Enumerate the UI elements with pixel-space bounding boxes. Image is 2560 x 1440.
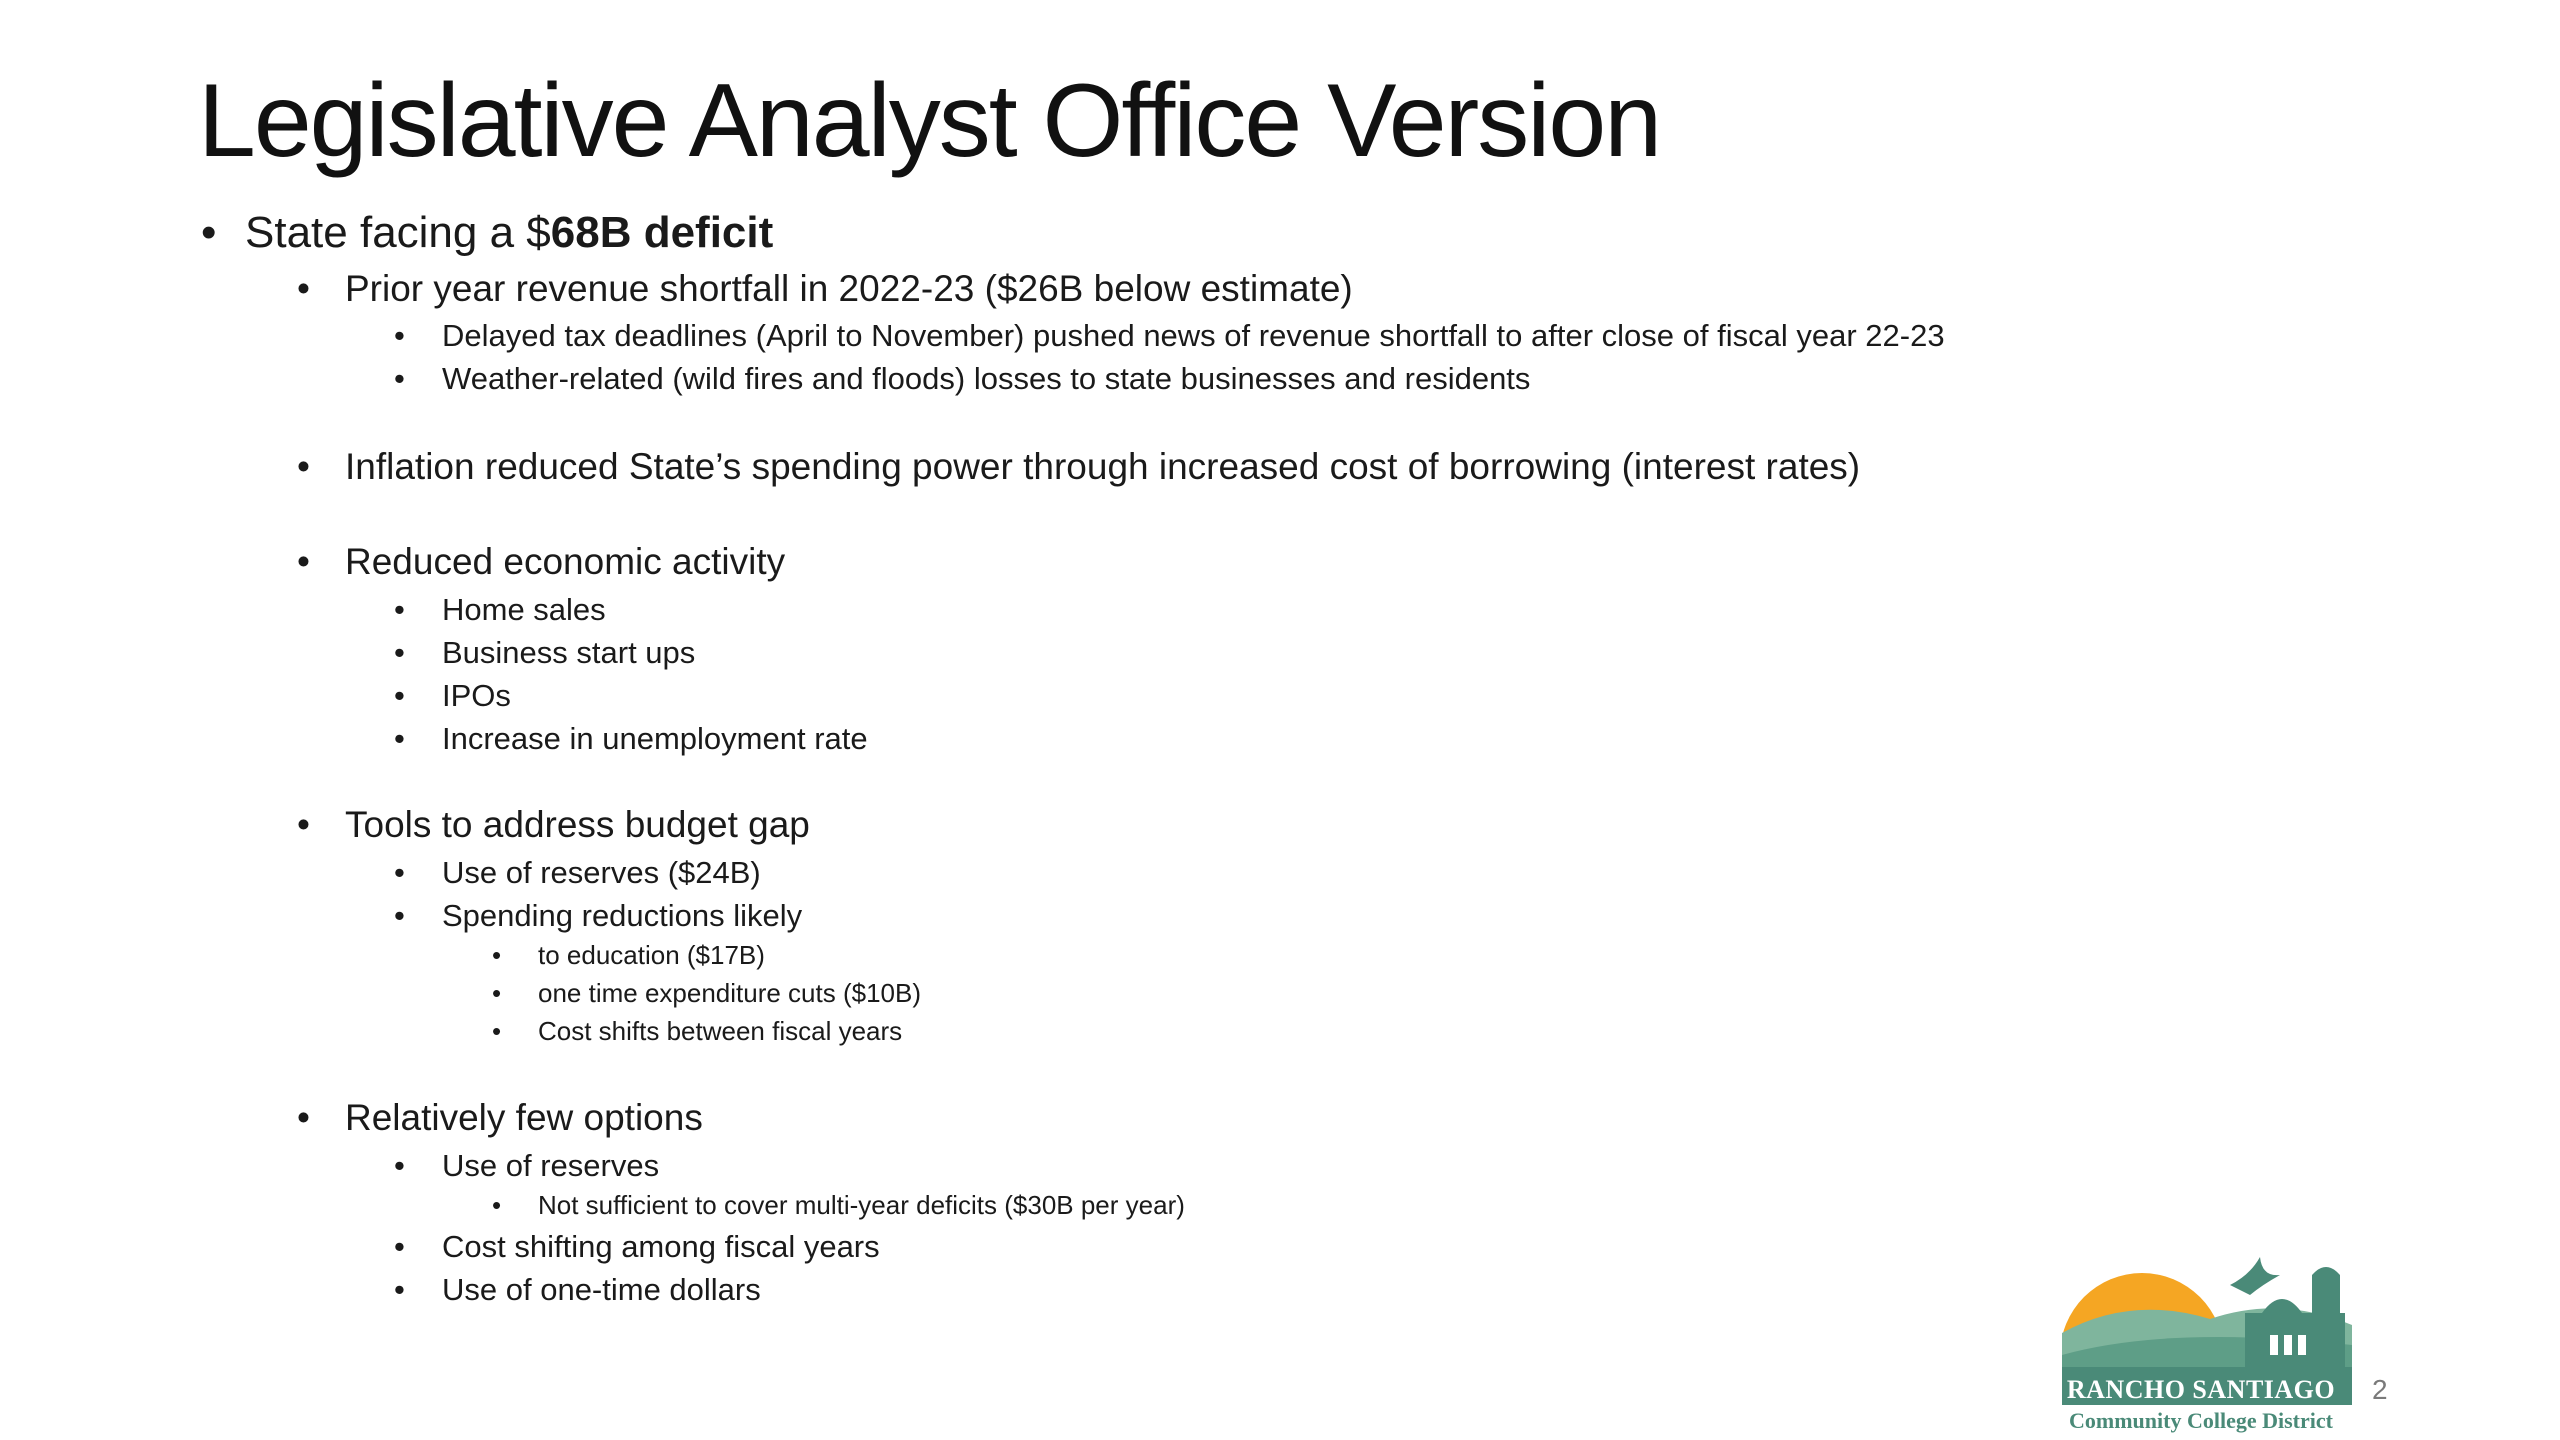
bullet-text: State facing a $ <box>245 208 551 257</box>
bullet-marker: • <box>394 1272 405 1307</box>
bullet-delayed-tax <box>394 318 1945 354</box>
bullet-marker: • <box>492 978 502 1008</box>
district-logo <box>2050 1255 2370 1435</box>
bullet-marker: • <box>492 940 502 970</box>
bullet-marker: • <box>394 721 405 756</box>
bullet-text: to education ($17B) <box>538 940 765 970</box>
logo-subtitle: Community College District <box>2069 1408 2333 1433</box>
bullet-text: Delayed tax deadlines (April to November) pushed news of revenue shortfall to after close of fiscal year 22-23 <box>442 318 1945 353</box>
bullet-text: Weather-related (wild fires and floods) losses to state businesses and residents <box>442 361 1531 396</box>
bullet-education-cuts <box>492 940 765 971</box>
bullet-one-time-dollars <box>394 1272 761 1308</box>
bullet-text: Increase in unemployment rate <box>442 721 868 756</box>
bullet-marker: • <box>394 855 405 890</box>
bullet-text: Home sales <box>442 592 606 627</box>
bullet-text: IPOs <box>442 678 511 713</box>
bullet-spending-reductions <box>394 898 803 934</box>
bullet-marker: • <box>394 678 405 713</box>
bullet-marker: • <box>492 1190 502 1220</box>
bullet-cost-shifts <box>492 1016 903 1047</box>
bullet-business-start-ups <box>394 635 696 671</box>
bullet-marker: • <box>201 208 217 257</box>
bullet-use-of-reserves-24b <box>394 855 761 891</box>
bullet-text: Spending reductions likely <box>442 898 803 933</box>
bullet-text: Cost shifts between fiscal years <box>538 1016 903 1046</box>
bullet-text: Not sufficient to cover multi-year deficits ($30B per year) <box>538 1190 1185 1220</box>
bullet-text: Use of reserves ($24B) <box>442 855 761 890</box>
bullet-text: Business start ups <box>442 635 696 670</box>
bullet-revenue-shortfall <box>297 268 1353 310</box>
bullet-economic-activity <box>297 541 786 583</box>
bullet-text: Use of one-time dollars <box>442 1272 761 1307</box>
bullet-use-of-reserves <box>394 1148 660 1184</box>
bullet-marker: • <box>394 1229 405 1264</box>
deficit-amount: 68B deficit <box>550 208 774 257</box>
bullet-text: Use of reserves <box>442 1148 660 1183</box>
bullet-marker: • <box>297 1097 310 1138</box>
bullet-text: Prior year revenue shortfall in 2022-23 ($26B below estimate) <box>345 268 1353 309</box>
slide-title: Legislative Analyst Office Version <box>198 63 1661 179</box>
bullet-marker: • <box>394 898 405 933</box>
bullet-marker: • <box>394 1148 405 1183</box>
bullet-marker: • <box>394 318 405 353</box>
bullet-marker: • <box>394 635 405 670</box>
bullet-inflation <box>297 446 1861 488</box>
bullet-text: one time expenditure cuts ($10B) <box>538 978 921 1008</box>
bullet-text: Inflation reduced State’s spending power through increased cost of borrowing (interest rates) <box>345 446 1861 487</box>
bullet-deficit <box>201 208 774 258</box>
bullet-marker: • <box>492 1016 502 1046</box>
bullet-ipos <box>394 678 511 714</box>
bullet-unemployment <box>394 721 868 757</box>
bullet-text: Relatively few options <box>345 1097 703 1138</box>
bullet-marker: • <box>297 268 310 309</box>
bullet-text: Tools to address budget gap <box>345 804 810 845</box>
logo-name: RANCHO SANTIAGO <box>2066 1375 2336 1404</box>
bullet-tools <box>297 804 810 846</box>
page-number: 2 <box>2372 1374 2388 1405</box>
bullet-text: Reduced economic activity <box>345 541 786 582</box>
bullet-cost-shifting <box>394 1229 880 1265</box>
bullet-text: Cost shifting among fiscal years <box>442 1229 880 1264</box>
bullet-home-sales <box>394 592 606 628</box>
bullet-marker: • <box>297 541 310 582</box>
bullet-one-time-cuts <box>492 978 921 1009</box>
bullet-marker: • <box>297 804 310 845</box>
bullet-few-options <box>297 1097 703 1139</box>
bullet-marker: • <box>394 361 405 396</box>
bullet-weather <box>394 361 1531 397</box>
bullet-not-sufficient <box>492 1190 1185 1221</box>
bullet-marker: • <box>394 592 405 627</box>
bullet-marker: • <box>297 446 310 487</box>
